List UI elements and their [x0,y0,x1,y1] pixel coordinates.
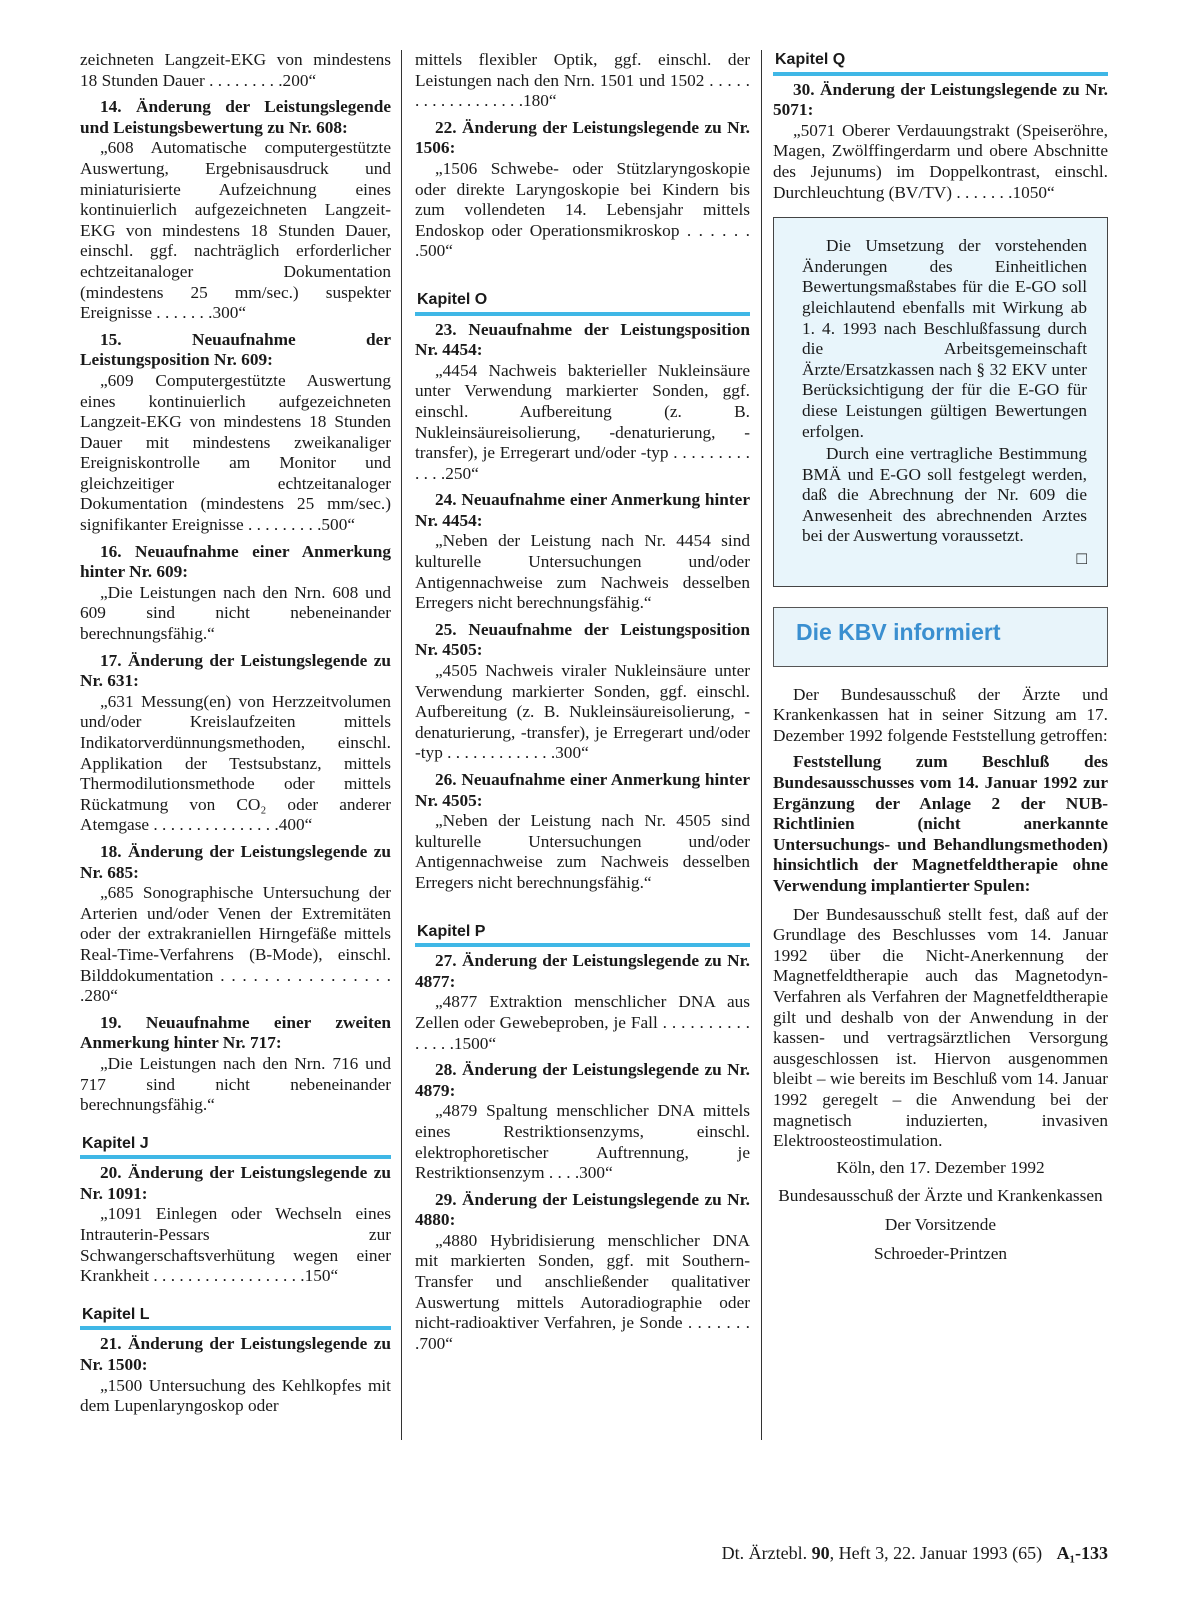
item-text: „5071 Oberer Verdauungstrakt (Speiseröhre, Magen, Zwölffingerdarm und obere Abschnitte des Jejunums) im Doppelkontrast, einschl. Durchleuchtung (BV/TV) . . . . . . .1050“ [773,120,1108,202]
item-text: „685 Sonographische Untersuchung der Arterien und/oder Venen der Extremitäten oder der extrakraniellen Hirngefäße mittels Real-Time-Verfahrens (B-Mode), einschl. Bilddokumentation . . . . . . . . . . . . . . . . .280“ [80,883,391,1006]
item-heading: 27. Änderung der Leistungslegende zu Nr. 4877: [415,951,750,991]
item-heading: 24. Neuaufnahme einer Anmerkung hinter Nr. 4454: [415,490,750,530]
item-22 [415,118,750,262]
item-text: „Die Leistungen nach den Nrn. 608 und 609 sind nicht nebeneinander berechnungsfähig.“ [80,582,391,644]
item-15 [80,330,391,536]
item-24 [415,490,750,614]
item-heading: 30. Änderung der Leistungslegende zu Nr. 5071: [773,79,1108,120]
item-heading: 15. Neuaufnahme der Leistungsposition Nr. 609: [80,329,391,370]
decision-paragraph-text: Der Bundesausschuß stellt fest, daß auf der Grundlage des Beschlusses vom 14. Januar 1992 über die Nicht-Anerkennung der Magnetfeldtherapie auch das Magnetodyn-Verfahren als Verfahren der Magnetfeldtherapie gilt und deshalb von der Anwendung in der kassen- und vertragsärztlichen Versorgung ausgeschlossen ist. Hiervon ausgenommen bleibt – wie bereits im Beschluß vom 14. Januar 1992 geregelt – die Anwendung bei der magnetisch induzierten, invasiven Elektroosteostimulation. [773,904,1108,1151]
intro-paragraph [773,685,1108,747]
item-text: „631 Messung(en) von Herzzeitvolumen und/oder Kreislaufzeiten mittels Indikatorverdünnungsmethoden, einschl. Applikation der Testsubstanz, mittels Thermodilutionsmethode oder mittels Rückatmung von CO₂ oder anderer Atemgase . . . . . . . . . . . . . . .400“ [80,691,391,835]
continued-text [415,50,750,112]
intro-paragraph-text: Der Bundesausschuß der Ärzte und Krankenkassen hat in seiner Sitzung am 17. Dezember 1992 folgende Feststellung getroffen: [773,684,1108,745]
chapter-heading-o: Kapitel O [415,290,750,316]
column-rule-right [761,50,762,1440]
item-18 [80,842,391,1007]
intro-text: zeichneten Langzeit-EKG von mindestens 18 Stunden Dauer . . . . . . . . .200“ [80,50,391,90]
item-text: „1500 Untersuchung des Kehlkopfes mit dem Lupenlaryngoskop oder [80,1375,391,1416]
continued-text [80,50,391,91]
info-box-paragraph-2: Durch eine vertragliche Bestimmung BMÄ und E-GO soll festgelegt werden, daß die Abrechnung der Nr. 609 die Anwesenheit des abrechnenden Arztes bei der Auswertung voraussetzt. [802,444,1087,546]
column-rule-left [401,50,402,1440]
item-text: „4880 Hybridisierung menschlicher DNA mit markierten Sonden, ggf. mit Southern-Transfer und anschließender qualitativer Auswertung mittels Autoradiographie oder nicht-radioaktiver Verfahren, je Sonde . . . . . . . .700“ [415,1230,750,1353]
organization: Bundesausschuß der Ärzte und Krankenkassen [778,1186,1103,1206]
footer-volume: 90 [811,1543,830,1563]
item-27 [415,951,750,1054]
item-text: „4879 Spaltung menschlicher DNA mittels eines Restriktionsenzyms, einschl. elektrophoretischer Auftrennung, je Restriktionsenzym . . . .300“ [415,1101,750,1183]
item-16 [80,542,391,645]
item-heading: 20. Änderung der Leistungslegende zu Nr. 1091: [80,1163,391,1203]
intro-text: mittels flexibler Optik, ggf. einschl. der Leistungen nach den Nrn. 1501 und 1502 . . . . . . . . . . . . . . . . . .180“ [415,50,750,111]
item-text: „1091 Einlegen oder Wechseln eines Intrauterin-Pessars zur Schwangerschaftsverhütung wegen einer Krankheit . . . . . . . . . . . . . . . . . .150“ [80,1204,391,1286]
item-19 [80,1013,391,1116]
chapter-heading-q: Kapitel Q [773,50,1108,76]
item-text: „4505 Nachweis viraler Nukleinsäure unter Verwendung markierter Sonden, ggf. einschl. Aufbereitung (z. B. Nukleinsäureisolierung, -denaturierung, -transfer), je Erregerart und/oder -typ . . . . . . . . . . . . .300“ [415,661,750,763]
chapter-heading-j: Kapitel J [80,1134,391,1160]
item-21 [80,1334,391,1416]
item-text: „Neben der Leistung nach Nr. 4505 sind kulturelle Untersuchungen und/oder Antigennachweise zum Nachweis desselben Erregers nicht berechnungsfähig.“ [415,811,750,892]
chapter-heading-p: Kapitel P [415,922,750,948]
item-heading: 22. Änderung der Leistungslegende zu Nr. 1506: [415,117,750,158]
info-box-paragraph-1: Die Umsetzung der vorstehenden Änderungen des Einheitlichen Bewertungsmaßstabes für die E-GO soll gleichlautend ebenfalls mit Wirkung ab 1. 4. 1993 nach Beschlußfassung durch die Arbeitsgemeinschaft Ärzte/Ersatzkassen nach § 32 EKV unter Berücksichtigung der für die E-GO für diese Leistungen gültigen Bewertungen erfolgen. [802,236,1087,441]
item-heading: 18. Änderung der Leistungslegende zu Nr. 685: [80,841,391,882]
footer-journal: Dt. Ärztebl. [721,1543,808,1563]
item-text: „Neben der Leistung nach Nr. 4454 sind kulturelle Untersuchungen und/oder Antigennachweise zum Nachweis desselben Erregers nicht berechnungsfähig.“ [415,531,750,613]
item-text: „608 Automatische computergestützte Auswertung, Ergebnisausdruck und miniaturisierte Aufzeichnung eines kontinuierlich aufgezeichneten Langzeit-EKG von mindestens 18 Stunden Dauer, einschl. ggf. nachträglich erforderlicher echtzeitanaloger Dokumentation (mindestens 25 mm/sec.) suspekter Ereignisse . . . . . . .300“ [80,138,391,323]
item-text: „609 Computergestützte Auswertung eines kontinuierlich aufgezeichneten Langzeit-EKG von mindestens 18 Stunden Dauer mit mindestens zweikanaliger Ereigniskontrolle am Monitor und gleichzeitiger echtzeitanaloger Dokumentation (mindestens 25 mm/sec.) signifikanter Ereignisse . . . . . . . . .500“ [80,370,391,535]
item-28 [415,1060,750,1184]
item-heading: 28. Änderung der Leistungslegende zu Nr. 4879: [415,1060,750,1100]
footer-issue: , Heft 3, 22. Januar 1993 (65) [829,1543,1043,1563]
end-mark: □ [1076,549,1087,569]
item-heading: 25. Neuaufnahme der Leistungsposition Nr. 4505: [415,619,750,660]
column-3 [773,50,1108,1272]
item-heading: 19. Neuaufnahme einer zweiten Anmerkung hinter Nr. 717: [80,1012,391,1053]
chapter-heading-l: Kapitel L [80,1305,391,1331]
item-heading: 29. Änderung der Leistungslegende zu Nr. 4880: [415,1189,750,1230]
item-30 [773,80,1108,204]
column-2 [415,50,750,1360]
info-box [773,217,1108,587]
item-text: „4454 Nachweis bakterieller Nukleinsäure unter Verwendung markierter Sonden, ggf. einschl. Aufbereitung (z. B. Nukleinsäureisolierung, -denaturierung, -transfer), je Erregerart und/oder -typ . . . . . . . . . . . . .250“ [415,360,750,483]
decision-paragraph [773,905,1108,1152]
signatory-role: Der Vorsitzende [884,1214,997,1234]
item-25 [415,620,750,764]
item-heading: 26. Neuaufnahme einer Anmerkung hinter Nr. 4505: [415,770,750,810]
item-23 [415,320,750,485]
item-26 [415,770,750,894]
column-1 [80,50,391,1423]
place-date: Köln, den 17. Dezember 1992 [836,1157,1045,1177]
item-heading: 14. Änderung der Leistungslegende und Leistungsbewertung zu Nr. 608: [80,97,391,137]
item-text: „4877 Extraktion menschlicher DNA aus Zellen oder Gewebeproben, je Fall . . . . . . . . . . . . . . .1500“ [415,992,750,1053]
item-20 [80,1163,391,1287]
item-17 [80,651,391,836]
page-footer [722,1543,1108,1564]
kbv-banner: Die KBV informiert [773,607,1108,667]
decision-heading: Feststellung zum Beschluß des Bundesausschusses vom 14. Januar 1992 zur Ergänzung der Anlage 2 der NUB-Richtlinien (nicht anerkannte Untersuchungs- und Behandlungsmethoden) hinsichtlich der Magnetfeldtherapie ohne Verwendung implantierter Spulen: [773,752,1108,895]
item-29 [415,1190,750,1355]
item-text: „Die Leistungen nach den Nrn. 716 und 717 sind nicht nebeneinander berechnungsfähig.“ [80,1053,391,1115]
item-heading: 23. Neuaufnahme der Leistungsposition Nr. 4454: [415,319,750,360]
item-text: „1506 Schwebe- oder Stützlaryngoskopie oder direkte Laryngoskopie bei Kindern bis zum vollendeten 14. Lebensjahr mittels Endoskop oder Operationsmikroskop . . . . . . .500“ [415,158,750,261]
footer-page-number: A₁-133 [1056,1543,1108,1563]
item-14 [80,97,391,324]
signatory-name: Schroeder-Printzen [873,1243,1008,1263]
item-heading: 21. Änderung der Leistungslegende zu Nr. 1500: [80,1334,391,1375]
item-heading: 17. Änderung der Leistungslegende zu Nr. 631: [80,650,391,691]
item-heading: 16. Neuaufnahme einer Anmerkung hinter Nr. 609: [80,541,391,582]
